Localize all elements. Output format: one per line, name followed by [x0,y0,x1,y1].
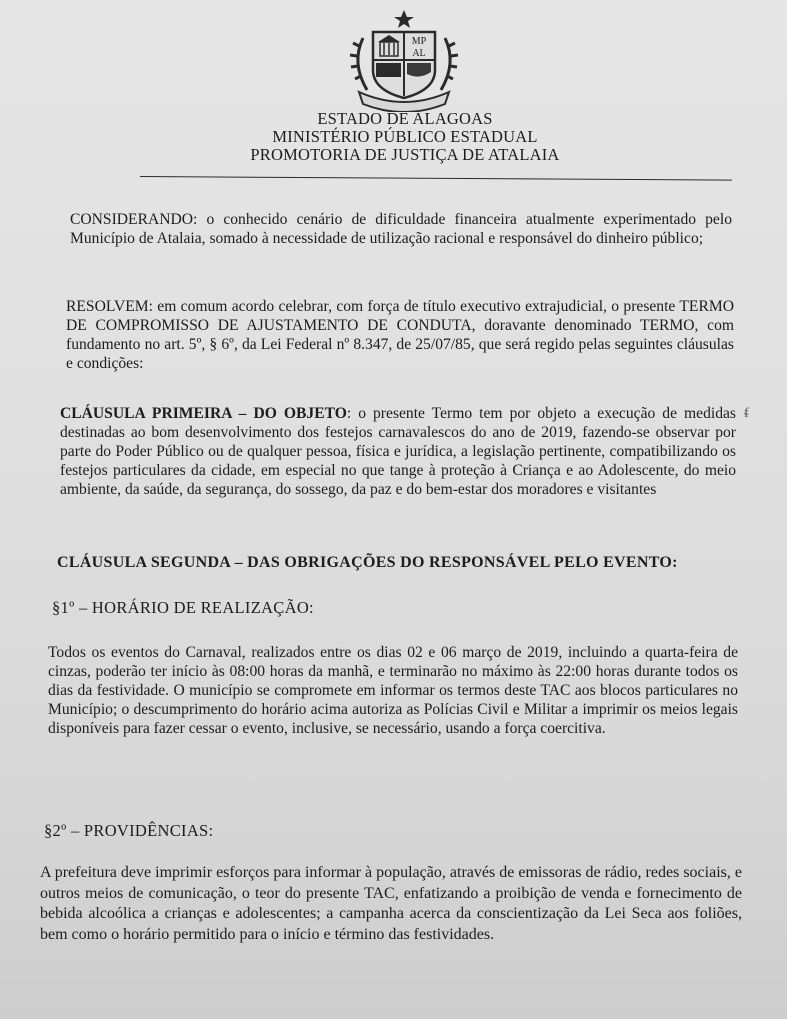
clause-second-title: CLÁUSULA SEGUNDA – DAS OBRIGAÇÕES DO RESPONSÁVEL PELO EVENTO: [57,554,678,571]
section-1-title: §1º – HORÁRIO DE REALIZAÇÃO: [52,598,314,617]
seal-initials-bottom: AL [412,48,426,59]
margin-mark: ᵮ [744,406,749,421]
resolvem-paragraph: RESOLVEM: em comum acordo celebrar, com força de título executivo extrajudicial, o presente TERMO DE COMPROMISSO DE AJUSTAMENTO DE CONDUTA, doravante denominado TERMO, com fundamento no art. 5º, § 6º, da Lei Federal nº 8.347, de 25/07/85, que será regido pelas seguintes cláusulas e condições: [66,298,734,372]
clause-first-title: CLÁUSULA PRIMEIRA – DO OBJETO [60,405,347,422]
header-divider [140,176,732,181]
section-2-paragraph: A prefeitura deve imprimir esforços para informar à população, através de emissoras de rádio, redes sociais, e outros meios de comunicação, o teor do presente TAC, enfatizando a proibição de venda e fornecimento de bebida alcoólica a crianças e adolescentes; a campanha acerca da conscientização da Lei Seca aos foliões, bem como o horário permitido para o início e término das festividades. [40,864,742,943]
document-header [230,110,580,164]
section-1-paragraph: Todos os eventos do Carnaval, realizados entre os dias 02 e 06 março de 2019, incluindo a quarta-feira de cinzas, poderão ter início às 08:00 horas da manhã, e terminarão no máximo às 22:00 horas durante todos os dias da festividade. O município se compromete em informar os termos deste TAC aos blocos particulares no Município; o descumprimento do horário acima autoriza as Polícias Civil e Militar a imprimir os meios legais disponíveis para fazer cessar o evento, inclusive, se necessário, usando a força coercitiva. [48,644,738,737]
header-ministry: MINISTÉRIO PÚBLICO ESTADUAL [272,127,538,146]
clause-first-paragraph [60,404,736,499]
state-seal-emblem [345,8,463,112]
seal-initials-top: MP [411,36,427,47]
section-2-title: §2º – PROVIDÊNCIAS: [44,821,214,840]
considerando-paragraph: CONSIDERANDO: o conhecido cenário de dificuldade financeira atualmente experimentado pelo Município de Atalaia, somado à necessidade de utilização racional e responsável do dinheiro público; [70,211,732,247]
clause-first-text: : o presente Termo tem por objeto a execução de medidas destinadas ao bom desenvolvimento dos festejos carnavalescos do ano de 2019, fazendo-se observar por parte do Poder Público ou de qualquer pessoa, física e jurídica, a legislação pertinente, compatibilizando os festejos particulares da cidade, em especial no que tange à proteção à Criança e ao Adolescente, do meio ambiente, da saúde, da segurança, do sossego, da paz e do bem-estar dos moradores e visitantes [60,405,736,498]
header-prosecutor-office: PROMOTORIA DE JUSTIÇA DE ATALAIA [250,145,560,164]
header-state: ESTADO DE ALAGOAS [317,109,493,128]
